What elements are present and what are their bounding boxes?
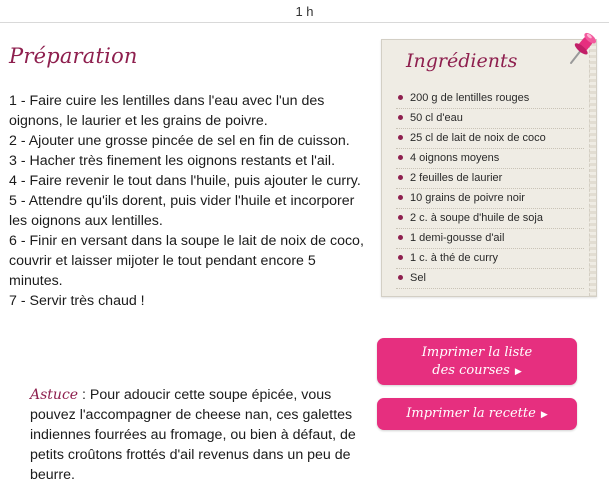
pushpin-icon [565, 27, 601, 67]
bullet-icon [398, 95, 403, 100]
ingredients-list [396, 89, 584, 289]
bullet-icon [398, 195, 403, 200]
step-7: 7 - Servir très chaud ! [9, 293, 145, 309]
bullet-icon [398, 235, 403, 240]
triangle-right-icon: ▶ [540, 410, 548, 420]
list-item: 2 feuilles de laurier [396, 169, 584, 189]
print-recipe-button[interactable] [377, 398, 577, 430]
recipe-info-bar [0, 0, 609, 23]
print-list-label-2: des courses [432, 363, 510, 378]
list-item: 1 demi-gousse d'ail [396, 229, 584, 249]
bullet-icon [398, 175, 403, 180]
tip-label: Astuce [30, 387, 79, 403]
bullet-icon [398, 155, 403, 160]
step-3: 3 - Hacher très finement les oignons restants et l'ail. [9, 153, 336, 169]
print-shopping-list-button[interactable] [377, 338, 577, 385]
step-4: 4 - Faire revenir le tout dans l'huile, puis ajouter le curry. [9, 173, 361, 189]
ingredients-card [381, 39, 597, 297]
duration-value: 1 h [295, 4, 314, 19]
bullet-icon [398, 275, 403, 280]
print-recipe-label: Imprimer la recette [406, 406, 536, 421]
bullet-icon [398, 135, 403, 140]
preparation-title: Préparation [9, 44, 138, 68]
list-item: 1 c. à thé de curry [396, 249, 584, 269]
list-item: 50 cl d'eau [396, 109, 584, 129]
step-2: 2 - Ajouter une grosse pincée de sel en fin de cuisson. [9, 133, 350, 149]
tip-text: : Pour adoucir cette soupe épicée, vous pouvez l'accompagner de cheese nan, ces galettes indiennes fourrées au fromage, ou bien à défaut, de petits croûtons frottés d'ail revenus dans un peu de beurre. [30, 387, 356, 483]
ingredients-title: Ingrédients [406, 50, 518, 72]
list-item: Sel [396, 269, 584, 289]
step-1: 1 - Faire cuire les lentilles dans l'eau avec l'un des oignons, le laurier et les grains de poivre. [9, 93, 325, 129]
triangle-right-icon: ▶ [514, 367, 522, 377]
bullet-icon [398, 215, 403, 220]
list-item: 200 g de lentilles rouges [396, 89, 584, 109]
list-item: 2 c. à soupe d'huile de soja [396, 209, 584, 229]
bullet-icon [398, 255, 403, 260]
bullet-icon [398, 115, 403, 120]
list-item: 25 cl de lait de noix de coco [396, 129, 584, 149]
tip-box [30, 385, 370, 485]
list-item: 10 grains de poivre noir [396, 189, 584, 209]
step-6: 6 - Finir en versant dans la soupe le lait de noix de coco, couvrir et laisser mijoter le tout pendant encore 5 minutes. [9, 233, 364, 289]
preparation-steps [9, 91, 367, 311]
step-5: 5 - Attendre qu'ils dorent, puis vider l'huile et incorporer les oignons aux lentilles. [9, 193, 355, 229]
card-perforated-edge [589, 40, 596, 296]
list-item: 4 oignons moyens [396, 149, 584, 169]
print-list-label-1: Imprimer la liste [421, 345, 533, 360]
